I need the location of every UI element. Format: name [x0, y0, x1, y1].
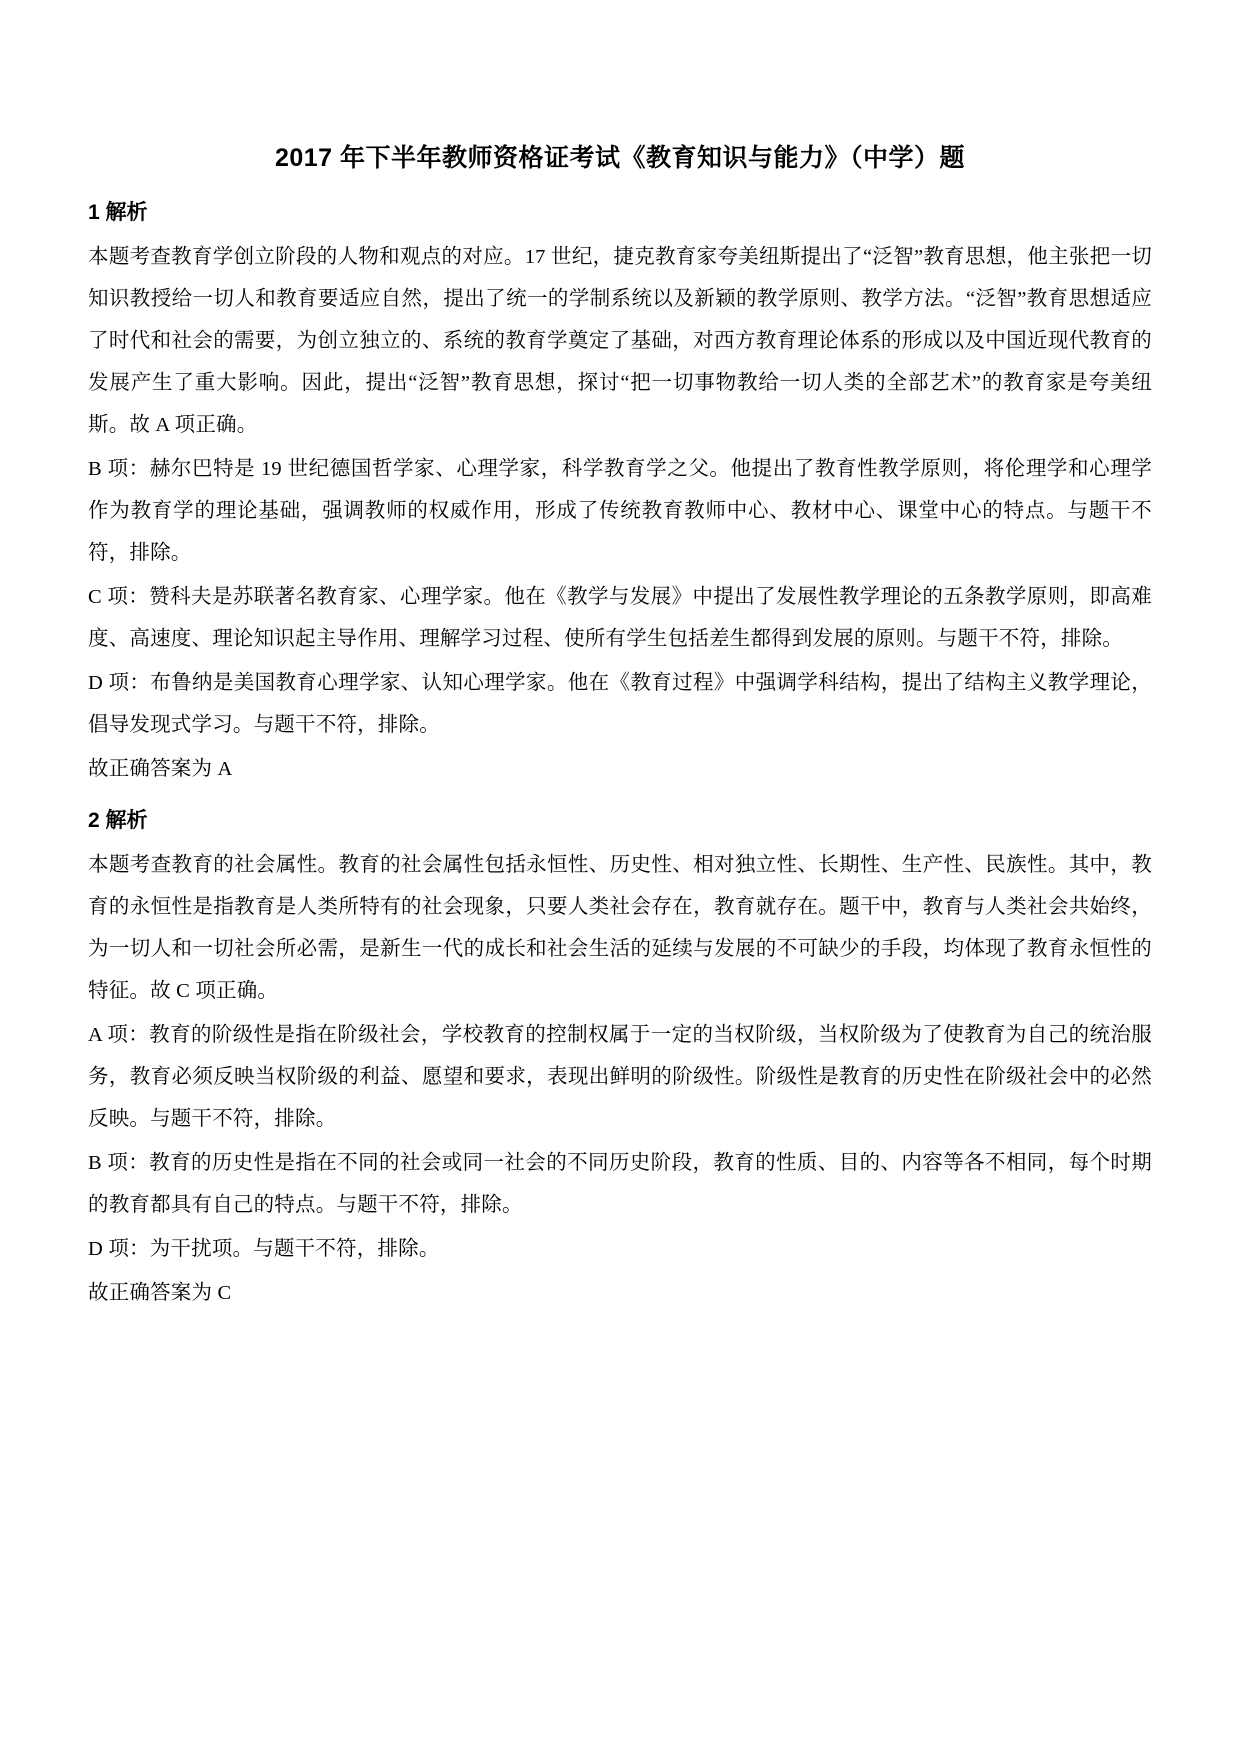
section-2-answer: 故正确答案为 C — [88, 1282, 232, 1304]
page-title: 2017 年下半年教师资格证考试《教育知识与能力》（中学）题 — [274, 144, 966, 172]
section-1-paragraph-2: B 项：赫尔巴特是 19 世纪德国哲学家、心理学家，科学教育学之父。他提出了教育性教学原则，将伦理学和心理学作为教育学的理论基础，强调教师的权威作用，形成了传统教育教师中心、教材中心、课堂中心的特点。与题干不符，排除。 — [88, 458, 1152, 564]
section-1-paragraph-4: D 项：布鲁纳是美国教育心理学家、认知心理学家。他在《教育过程》中强调学科结构，提出了结构主义教学理论，倡导发现式学习。与题干不符，排除。 — [88, 672, 1152, 736]
section-1-heading: 1 解析 — [88, 201, 148, 224]
section-2 — [88, 804, 1152, 1314]
section-1-paragraph-3: C 项：赞科夫是苏联著名教育家、心理学家。他在《教学与发展》中提出了发展性教学理论的五条教学原则，即高难度、高速度、理论知识起主导作用、理解学习过程、使所有学生包括差生都得到发展的原则。与题干不符，排除。 — [88, 586, 1152, 650]
section-1 — [88, 196, 1152, 790]
section-2-paragraph-4: D 项：为干扰项。与题干不符，排除。 — [88, 1238, 440, 1260]
section-1-paragraph-1: 本题考查教育学创立阶段的人物和观点的对应。17 世纪，捷克教育家夸美纽斯提出了“泛智”教育思想，他主张把一切知识教授给一切人和教育要适应自然，提出了统一的学制系统以及新颖的教学原则、教学方法。“泛智”教育思想适应了时代和社会的需要，为创立独立的、系统的教育学奠定了基础，对西方教育理论体系的形成以及中国近现代教育的发展产生了重大影响。因此，提出“泛智”教育思想，探讨“把一切事物教给一切人类的全部艺术”的教育家是夸美纽斯。故 A 项正确。 — [88, 246, 1152, 436]
section-2-paragraph-1: 本题考查教育的社会属性。教育的社会属性包括永恒性、历史性、相对独立性、长期性、生产性、民族性。其中，教育的永恒性是指教育是人类所特有的社会现象，只要人类社会存在，教育就存在。题干中，教育与人类社会共始终，为一切人和一切社会所必需，是新生一代的成长和社会生活的延续与发展的不可缺少的手段，均体现了教育永恒性的特征。故 C 项正确。 — [88, 854, 1152, 1002]
section-2-paragraph-3: B 项：教育的历史性是指在不同的社会或同一社会的不同历史阶段，教育的性质、目的、内容等各不相同，每个时期的教育都具有自己的特点。与题干不符，排除。 — [88, 1152, 1152, 1216]
section-2-heading: 2 解析 — [88, 809, 148, 832]
section-1-answer: 故正确答案为 A — [88, 758, 233, 780]
section-2-paragraph-2: A 项：教育的阶级性是指在阶级社会，学校教育的控制权属于一定的当权阶级，当权阶级为了使教育为自己的统治服务，教育必须反映当权阶级的利益、愿望和要求，表现出鲜明的阶级性。阶级性是教育的历史性在阶级社会中的必然反映。与题干不符，排除。 — [88, 1024, 1152, 1130]
